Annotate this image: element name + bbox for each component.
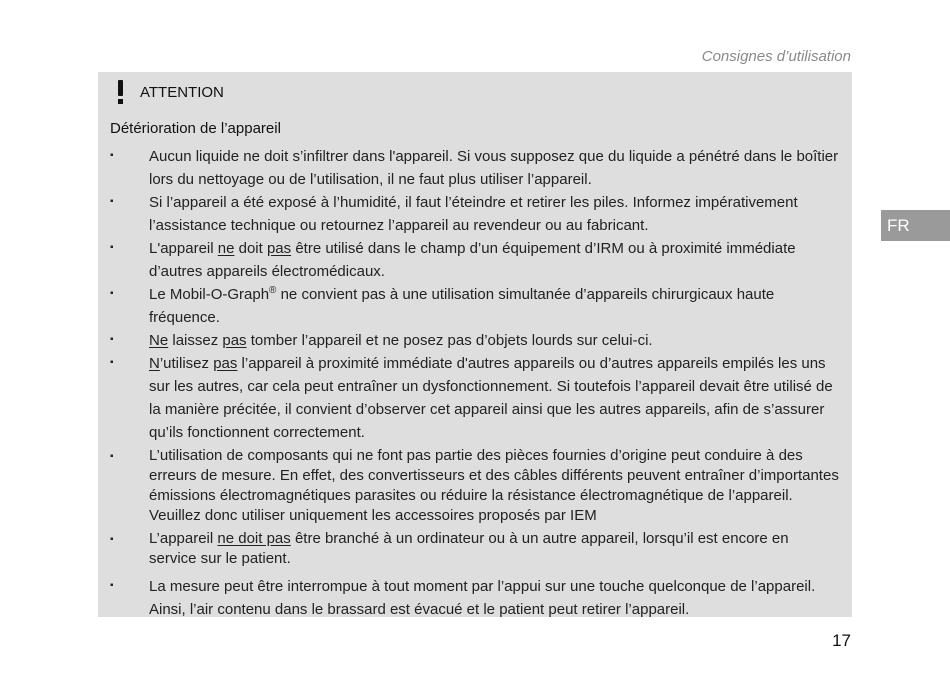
exclamation-icon xyxy=(112,80,128,104)
item-text: L’appareil xyxy=(149,530,218,547)
list-item xyxy=(110,529,840,569)
bullet-glyph: ▪ xyxy=(110,196,114,207)
item-text: Aucun liquide ne doit s’infiltrer dans l'appareil. Si vous supposez que du liquide a pénétré dans le boîtier lors du nettoyage ou de l’utilisation, il ne faut plus utiliser l’appareil. xyxy=(149,148,839,188)
item-text: La mesure peut être interrompue à tout moment par l’appui sur une touche quelconque de l’appareil. Ainsi, l’air contenu dans le brassard est évacué et le patient peut retirer l’appareil. xyxy=(149,578,816,618)
running-header-title: Consignes d’utilisation xyxy=(701,48,851,65)
list-item xyxy=(110,145,840,191)
superscript-mark: ® xyxy=(269,285,277,296)
bullet-glyph: ▪ xyxy=(110,580,114,591)
warning-list xyxy=(110,145,840,621)
underlined-text: Ne xyxy=(149,332,169,349)
bullet-glyph: ▪ xyxy=(110,334,114,345)
list-item xyxy=(110,237,840,283)
underlined-text: ne doit pas xyxy=(217,530,291,547)
bullet-glyph: ▪ xyxy=(110,451,114,462)
item-text: L’utilisation de composants qui ne font pas partie des pièces fournies d’origine peut conduire à des erreurs de mesure. En effet, des convertisseurs et des câbles différents peuvent entraîner d’importantes émissions électromagnétiques parasites ou réduire la résistance électromagnétique de l’appareil. Veuillez donc utiliser uniquement les accessoires proposés par IEM xyxy=(149,447,839,524)
item-text: tomber l’appareil et ne posez pas d’objets lourds sur celui-ci. xyxy=(246,332,653,349)
list-item xyxy=(110,575,840,621)
language-tab: FR xyxy=(881,210,950,241)
list-item xyxy=(110,283,840,329)
item-text: être utilisé dans le champ d’un équipement d’IRM ou à proximité immédiate d’autres appareils électromédicaux. xyxy=(149,240,796,280)
item-text: doit xyxy=(234,240,267,257)
underlined-text: pas xyxy=(222,332,247,349)
attention-label: ATTENTION xyxy=(140,83,224,101)
item-text: être branché à un ordinateur ou à un autre appareil, lorsqu’il est encore en service sur le patient. xyxy=(149,530,789,567)
attention-header xyxy=(112,78,840,106)
bullet-glyph: ▪ xyxy=(110,150,114,161)
bullet-glyph: ▪ xyxy=(110,357,114,368)
item-text: ne convient pas à une utilisation simultanée d’appareils chirurgicaux haute fréquence. xyxy=(149,286,775,326)
item-text: Si l’appareil a été exposé à l’humidité, il faut l’éteindre et retirer les piles. Informez impérativement l’assistance technique ou retournez l’appareil au revendeur ou au fabricant. xyxy=(149,194,798,234)
list-item xyxy=(110,329,840,352)
bullet-glyph: ▪ xyxy=(110,534,114,545)
item-text: L'appareil xyxy=(149,240,218,257)
list-item xyxy=(110,191,840,237)
list-item xyxy=(110,352,840,444)
item-text: Le Mobil-O-Graph xyxy=(149,286,270,303)
warning-box xyxy=(98,72,852,617)
section-title: Détérioration de l’appareil xyxy=(110,120,281,137)
underlined-text: pas xyxy=(266,240,292,257)
bullet-glyph: ▪ xyxy=(110,288,114,299)
list-item xyxy=(110,446,840,526)
item-text: laissez xyxy=(168,332,223,349)
underlined-text: N xyxy=(149,355,160,372)
page-number: 17 xyxy=(832,631,851,650)
item-text: l’appareil à proximité immédiate d'autres appareils ou d’autres appareils empilés les uns sur les autres, car cela peut entraîner un dysfonctionnement. Si toutefois l’appareil devait être utilisé de la manière précitée, il convient d’observer cet appareil ainsi que les autres appareils, afin de s’assurer qu’ils fonctionnent correctement. xyxy=(149,355,833,441)
underlined-text: pas xyxy=(213,355,238,372)
bullet-glyph: ▪ xyxy=(110,242,114,253)
item-text: ’utilisez xyxy=(159,355,214,372)
underlined-text: ne xyxy=(217,240,235,257)
